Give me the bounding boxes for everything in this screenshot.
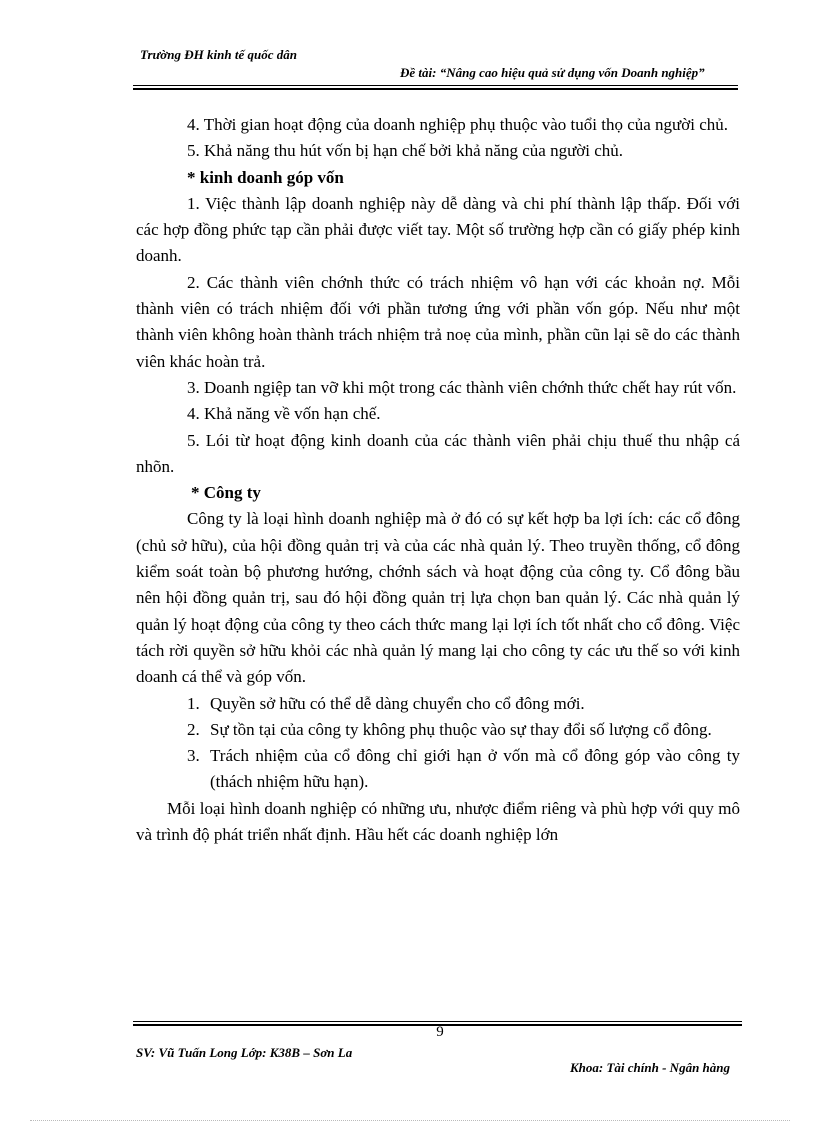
list-item [136, 743, 740, 796]
list-text: Trách nhiệm của cổ đông chỉ giới hạn ở vốn mà cổ đông góp vào công ty (thách nhiệm hữu hạn). [210, 746, 740, 792]
section-heading-partnership: * kinh doanh góp vốn [187, 167, 344, 187]
footer-faculty: Khoa: Tài chính - Ngân hàng [570, 1060, 731, 1075]
paragraph: 4. Thời gian hoạt động của doanh nghiệp phụ thuộc vào tuổi thọ của người chủ. [187, 115, 729, 134]
document-body [136, 112, 740, 848]
paragraph: Công ty là loại hình doanh nghiệp mà ở đó có sự kết hợp ba lợi ích: các cổ đông (chủ sở hữu), của hội đồng quản trị và của các nhà quản lý. Theo truyền thống, cổ đông kiểm soát toàn bộ phương hướng, chớnh sách và hoạt động của công ty. Cổ đông bầu nên hội đồng quản trị, sau đó hội đồng quản trị lựa chọn ban quản lý. Các nhà quản lý quản lý hoạt động của công ty theo cách thức mang lại lợi ích tốt nhất cho cổ đông. Việc tách rời quyền sở hữu khỏi các nhà quản lý mang lại cho công ty các ưu thế so với kinh doanh cá thể và góp vốn. [136, 509, 740, 687]
paragraph: 1. Việc thành lập doanh nghiệp này dễ dàng và chi phí thành lập thấp. Đối với các hợp đồng phức tạp cần phải được viết tay. Một số trường hợp cần có giấy phép kinh doanh. [136, 193, 740, 266]
paragraph: 5. Khả năng thu hút vốn bị hạn chế bởi khả năng của người chủ. [187, 141, 624, 161]
header-school: Trường ĐH kinh tế quốc dân [140, 47, 297, 62]
header-topic: Đề tài: “Nâng cao hiệu quả sử dụng vốn Doanh nghiệp” [400, 65, 705, 80]
list-item [136, 691, 740, 717]
numbered-list [136, 691, 740, 796]
paragraph: 5. Lói từ hoạt động kinh doanh của các thành viên phải chịu thuế thu nhập cá nhõn. [136, 430, 740, 476]
footer-student: SV: Vũ Tuấn Long Lớp: K38B – Sơn La [136, 1045, 353, 1060]
paragraph: 4. Khả năng về vốn hạn chế. [187, 404, 381, 424]
header-divider [133, 85, 738, 86]
paragraph: 3. Doanh ngiệp tan vỡ khi một trong các thành viên chớnh thức chết hay rút vốn. [187, 377, 737, 397]
list-number: 1. [187, 693, 200, 713]
list-number: 2. [187, 719, 200, 739]
paragraph: Mỗi loại hình doanh nghiệp có những ưu, nhược điểm riêng và phù hợp với quy mô và trình độ phát triển nhất định. Hầu hết các doanh nghiệp lớn [136, 798, 740, 845]
section-heading-company: * Công ty [191, 483, 261, 503]
list-text: Sự tồn tại của công ty không phụ thuộc vào sự thay đổi số lượng cổ đông. [210, 719, 712, 739]
page-edge [30, 1120, 790, 1121]
page-number: 9 [436, 1024, 444, 1040]
list-item [136, 717, 740, 743]
footer-divider [133, 1021, 742, 1022]
paragraph: 2. Các thành viên chớnh thức có trách nhiệm vô hạn với các khoản nợ. Mỗi thành viên có trách nhiệm đối với phần tương ứng với phần vốn góp. Nếu như một thành viên không hoàn thành trách nhiệm trả noẹ của mình, phần cũn lại sẽ do các thành viên khác hoàn trả. [136, 272, 740, 371]
list-text: Quyền sở hữu có thể dễ dàng chuyển cho cổ đông mới. [210, 693, 585, 713]
list-number: 3. [187, 746, 200, 766]
header-divider-thick [133, 88, 738, 90]
